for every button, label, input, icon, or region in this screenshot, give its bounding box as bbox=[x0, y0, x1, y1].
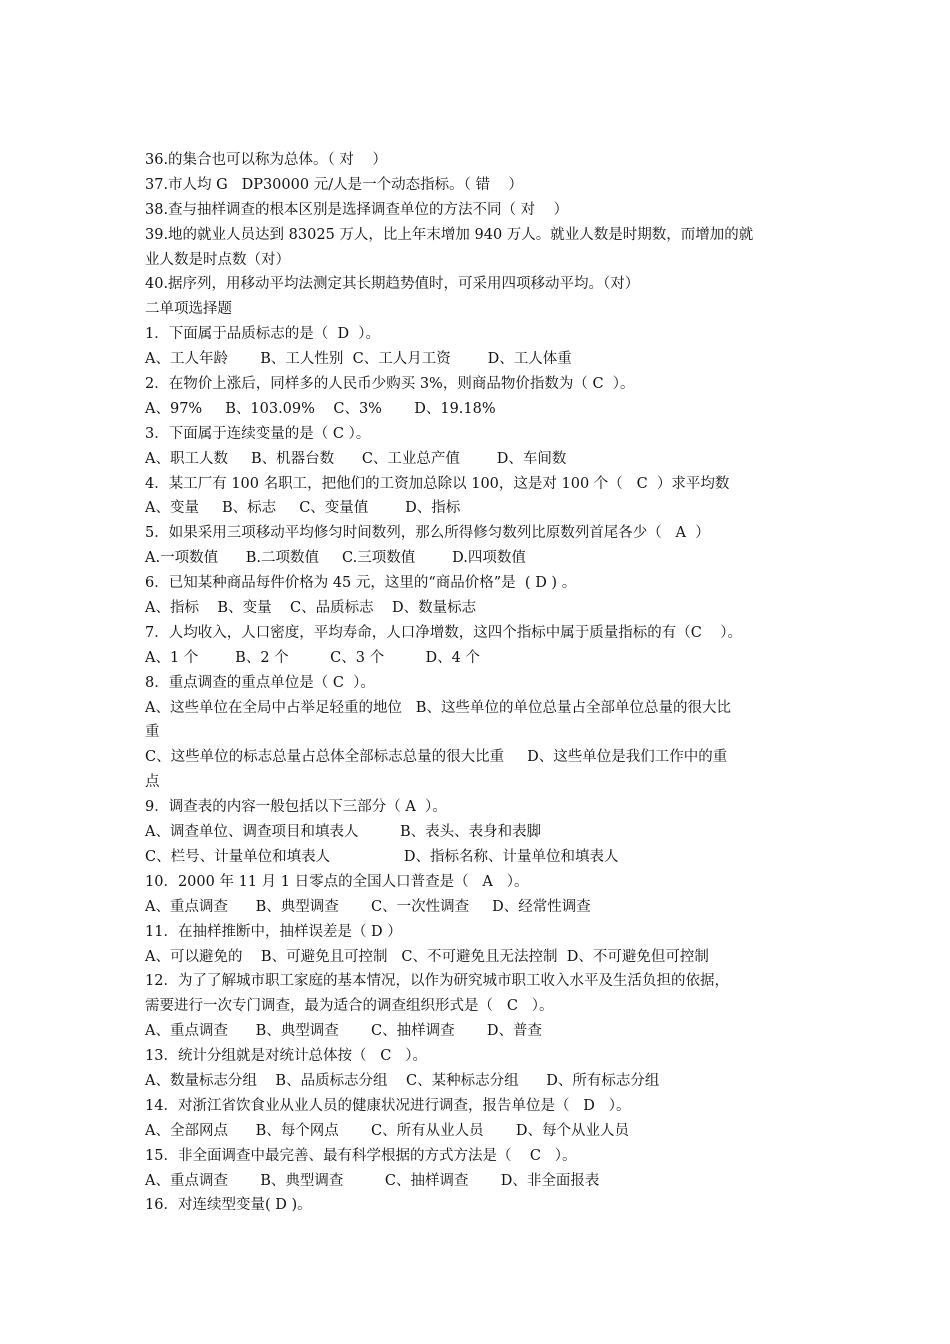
text-line: 40.据序列，用移动平均法测定其长期趋势值时，可采用四项移动平均。（对） bbox=[145, 276, 640, 293]
document-body bbox=[145, 148, 813, 1218]
question-line: 2．在物价上涨后，同样多的人民币少购买 3%，则商品物价指数为（ C ）。 bbox=[145, 376, 635, 393]
question-line: 15．非全面调查中最完善、最有科学根据的方式方法是（ C ）。 bbox=[145, 1147, 577, 1164]
options-line: A、职工人数 B、机器台数 C、工业总产值 D、车间数 bbox=[145, 450, 567, 467]
options-line: A、指标 B、变量 C、品质标志 D、数量标志 bbox=[145, 600, 477, 617]
options-line: A、数量标志分组 B、品质标志分组 C、某种标志分组 D、所有标志分组 bbox=[145, 1072, 660, 1089]
question-line: 需要进行一次专门调查，最为适合的调查组织形式是（ C ）。 bbox=[145, 998, 554, 1015]
options-line: A、1 个 B、2 个 C、3 个 D、4 个 bbox=[145, 649, 481, 666]
options-line: A、全部网点 B、每个网点 C、所有从业人员 D、每个从业人员 bbox=[145, 1122, 630, 1139]
options-line: A、可以避免的 B、可避免且可控制 C、不可避免且无法控制 D、不可避免但可控制 bbox=[145, 948, 709, 965]
options-line: 重 bbox=[145, 724, 160, 741]
options-line: A.一项数值 B.二项数值 C.三项数值 D.四项数值 bbox=[145, 550, 526, 567]
options-line: A、工人年龄 B、工人性别 C、工人月工资 D、工人体重 bbox=[145, 351, 572, 368]
question-line: 9．调查表的内容一般包括以下三部分（ A ）。 bbox=[145, 799, 447, 816]
question-line: 8．重点调查的重点单位是（ C ）。 bbox=[145, 674, 375, 691]
question-line: 6．已知某种商品每件价格为 45 元，这里的“商品价格”是 ( D ) 。 bbox=[145, 575, 577, 592]
text-line: 36.的集合也可以称为总体。（ 对 ） bbox=[145, 152, 387, 168]
question-line: 14．对浙江省饮食业从业人员的健康状况进行调查，报告单位是（ D ）。 bbox=[145, 1097, 631, 1114]
options-line: A、重点调查 B、典型调查 C、一次性调查 D、经常性调查 bbox=[145, 898, 591, 915]
question-line: 13．统计分组就是对统计总体按（ C ）。 bbox=[145, 1048, 427, 1065]
question-line: 1．下面属于品质标志的是（ D ）。 bbox=[145, 326, 381, 343]
question-line: 12．为了了解城市职工家庭的基本情况，以作为研究城市职工收入水平及生活负担的依据， bbox=[145, 973, 729, 990]
question-line: 16．对连续型变量( D )。 bbox=[145, 1197, 312, 1214]
question-line: 10．2000 年 11 月 1 日零点的全国人口普查是（ A ）。 bbox=[145, 873, 529, 890]
text-line: 业人数是时点数（对） bbox=[145, 251, 290, 268]
options-line: A、97% B、103.09% C、3% D、19.18% bbox=[145, 400, 496, 417]
options-line: A、重点调查 B、典型调查 C、抽样调查 D、普查 bbox=[145, 1023, 543, 1040]
question-line: 4．某工厂有 100 名职工，把他们的工资加总除以 100，这是对 100 个（ C ）求平均数 bbox=[145, 475, 730, 492]
options-line: A、调查单位、调查项目和填表人 B、表头、表身和表脚 bbox=[145, 824, 542, 841]
question-line: 5．如果采用三项移动平均修匀时间数列，那么所得修匀数列比原数列首尾各少（ A ） bbox=[145, 525, 710, 542]
options-line: A、这些单位在全局中占举足轻重的地位 B、这些单位的单位总量占全部单位总量的很大比 bbox=[145, 699, 731, 716]
options-line: C、栏号、计量单位和填表人 D、指标名称、计量单位和填表人 bbox=[145, 848, 619, 865]
question-line: 11．在抽样推断中，抽样误差是（ D ） bbox=[145, 923, 402, 940]
options-line: 点 bbox=[145, 774, 160, 791]
options-line: A、变量 B、标志 C、变量值 D、指标 bbox=[145, 500, 461, 517]
text-line: 38.查与抽样调查的根本区别是选择调查单位的方法不同（ 对 ） bbox=[145, 201, 569, 218]
options-line: C、这些单位的标志总量占总体全部标志总量的很大比重 D、这些单位是我们工作中的重 bbox=[145, 749, 728, 766]
text-line: 37.市人均 G DP30000 元/人是一个动态指标。（ 错 ） bbox=[145, 176, 523, 193]
question-line: 7．人均收入，人口密度，平均寿命，人口净增数，这四个指标中属于质量指标的有（C ）。 bbox=[145, 624, 743, 641]
question-line: 3．下面属于连续变量的是（ C ）。 bbox=[145, 425, 371, 442]
text-line: 39.地的就业人员达到 83025 万人，比上年末增加 940 万人。就业人数是时期数，而增加的就 bbox=[145, 226, 754, 243]
options-line: A、重点调查 B、典型调查 C、抽样调查 D、非全面报表 bbox=[145, 1172, 600, 1189]
section-heading: 二单项选择题 bbox=[145, 301, 232, 318]
